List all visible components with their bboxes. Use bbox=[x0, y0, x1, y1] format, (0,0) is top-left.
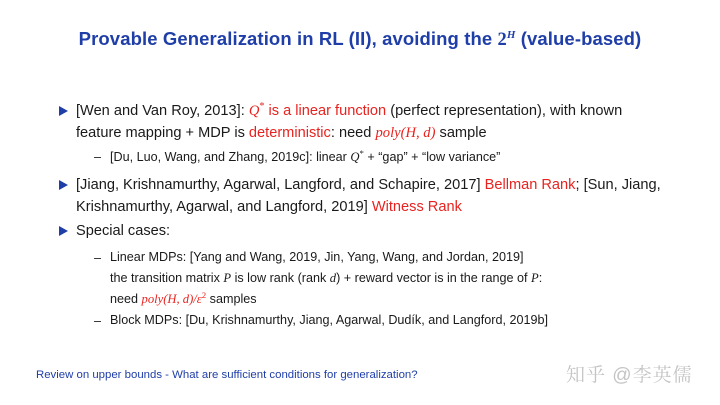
sub-block-mdps: Block MDPs: [Du, Krishnamurthy, Jiang, Agarwal, Dudík, and Langford, 2019b] bbox=[110, 313, 548, 327]
bullet-1-sub: [Du, Luo, Wang, and Zhang, 2019c]: linear Q* + “gap” + “low variance” bbox=[110, 147, 501, 164]
bullet-triangle-icon bbox=[59, 106, 68, 116]
sub-dash: – bbox=[94, 251, 102, 265]
bullet-triangle-icon bbox=[59, 226, 68, 236]
sub-linear-mdps: Linear MDPs: [Yang and Wang, 2019, Jin, Yang, Wang, and Jordan, 2019] the transition matrix P is low rank (rank d) + reward vector is in the range of P: need poly(H, $d)/\varepsilon^2$ samples bbox=[110, 250, 543, 306]
bullet-3: Special cases: bbox=[76, 223, 171, 239]
bullet-1: [Wen and Van Roy, 2013]: Q* is a linear function (perfect representation), with known feature mapping + MDP is deterministic: need poly(H, d) sample bbox=[76, 101, 623, 141]
sub-dash: – bbox=[94, 314, 102, 328]
bullet-triangle-icon bbox=[59, 180, 68, 190]
footer-text: Review on upper bounds - What are sufficient conditions for generalization? bbox=[36, 369, 418, 381]
sub-dash: – bbox=[94, 150, 102, 164]
watermark: 知乎 @李英儒 bbox=[566, 365, 693, 386]
slide-title: Provable Generalization in RL (II), avoiding the $2^H$ (value-based) bbox=[78, 28, 642, 50]
bullet-2: [Jiang, Krishnamurthy, Agarwal, Langford, and Schapire, 2017] Bellman Rank; [Sun, Jiang, Krishnamurthy, Agarwal, and Langford, 2019] Witness Rank bbox=[76, 177, 661, 215]
